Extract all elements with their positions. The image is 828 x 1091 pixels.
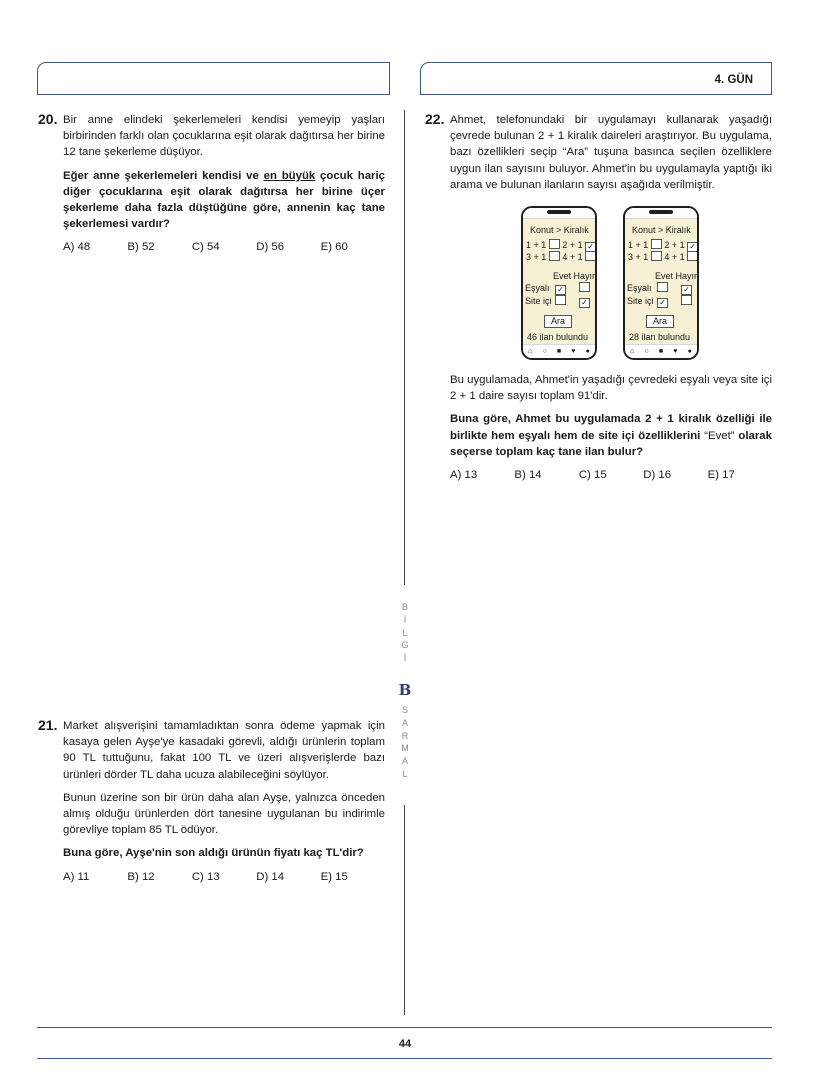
footer-line-top (37, 1027, 772, 1028)
checkbox-1-1[interactable] (549, 239, 560, 249)
header-box-left (37, 62, 390, 95)
brand-vertical-top: B İ L G İ (401, 602, 409, 664)
answer-options (63, 239, 385, 255)
home-icon[interactable]: ⌂ (630, 347, 635, 355)
phone-notch (625, 208, 697, 219)
footer-line-bottom (37, 1058, 772, 1059)
question-number: 21. (38, 717, 58, 733)
question-number: 22. (425, 111, 445, 127)
question-text: Bunun üzerine son bir ürün daha alan Ayşe, yalnızca önceden almış olduğu ürünlerden dört tanesine uygulanan bu indirimle görevliye toplam 85 TL ödüyor. (63, 791, 385, 837)
question-prompt: Eğer anne şekerlemeleri kendisi ve en büyük çocuk hariç diğer çocuklarına eşit olarak dağıtırsa her birine üçer şekerleme daha fazla düştüğüne göre, annenin kaç tane şekerlemesi vardır? (63, 169, 385, 231)
site-evet-checkbox[interactable] (555, 295, 566, 305)
header-box-right (420, 62, 772, 95)
column-divider-bottom (404, 805, 405, 1015)
checkbox-3-1[interactable] (549, 251, 560, 261)
checkbox-3-1[interactable] (651, 251, 662, 261)
esyali-evet-checkbox[interactable] (657, 282, 668, 292)
phone-title: Konut > Kiralık (632, 225, 691, 235)
option-d[interactable]: D) 56 (256, 241, 285, 254)
question-text: Bir anne elindeki şekerlemeleri kendisi yemeyip yaşları birbirinden farklı olan çocuklarına eşit olarak dağıtırsa her birine 12 tane şekerleme düşüyor. (63, 114, 385, 159)
option-a[interactable]: A) 48 (63, 241, 91, 254)
home-icon[interactable]: ⌂ (528, 347, 533, 355)
site-row: Site içi ✓ (627, 295, 692, 308)
heart-icon[interactable]: ♥ (571, 347, 576, 355)
option-c[interactable]: C) 54 (191, 241, 220, 254)
phone-search-1 (521, 206, 597, 360)
result-text: 28 ilan bulundu (629, 332, 691, 342)
question-number: 20. (38, 111, 58, 127)
phone-search-2 (623, 206, 699, 360)
question-text: Market alışverişini tamamladıktan sonra ödeme yapmak için kasaya gelen Ayşe'ye kasadaki görevli, aldığı ürünlerin toplam 90 TL tuttuğunu, fakat 100 TL ve üzeri alışverişlerde bazı ürünleri dörder TL daha ucuza alabileceğini söylüyor. (63, 720, 385, 781)
question-text: Bu uygulamada, Ahmet'in yaşadığı çevredeki eşyalı veya site içi 2 + 1 daire sayısı toplam 91'dir. (450, 374, 772, 403)
question-text: Ahmet, telefonundaki bir uygulamayı kullanarak yaşadığı çevrede bulunan 2 + 1 kiralık daireleri araştırıyor. Bu uygulama, bazı özellikleri seçip “Ara” tuşuna basınca seçilen özelliklere uygun ilan sayısını buluyor. Ahmet'in bu uygulamayla yaptığı iki arama ve bulunan ilanların sayısı aşağıda verilmiştir. (450, 114, 772, 191)
answer-options (450, 467, 772, 483)
checkbox-2-1[interactable]: ✓ (585, 242, 596, 252)
site-evet-checkbox[interactable]: ✓ (657, 298, 668, 308)
option-d[interactable]: D) 14 (256, 870, 285, 883)
dot-icon[interactable]: ● (585, 347, 590, 355)
search-icon[interactable]: ○ (542, 347, 547, 355)
heart-icon[interactable]: ♥ (673, 347, 678, 355)
phone-nav-bar (625, 344, 697, 358)
site-hayir-checkbox[interactable]: ✓ (579, 298, 590, 308)
option-e[interactable]: E) 17 (707, 468, 735, 481)
checkbox-2-1[interactable]: ✓ (687, 242, 698, 252)
question-prompt: Buna göre, Ayşe'nin son aldığı ürünün fiyatı kaç TL'dir? (63, 847, 364, 860)
checkbox-4-1[interactable] (687, 251, 698, 261)
option-a[interactable]: A) 11 (63, 870, 90, 883)
option-c[interactable]: C) 13 (191, 870, 220, 883)
esyali-hayir-checkbox[interactable] (579, 282, 590, 292)
checkbox-1-1[interactable] (651, 239, 662, 249)
question-21 (38, 717, 385, 885)
phone-nav-bar (523, 344, 595, 358)
option-b[interactable]: B) 14 (514, 468, 542, 481)
brand-logo-icon: B (398, 681, 412, 699)
page-number: 44 (398, 1038, 412, 1050)
site-hayir-checkbox[interactable] (681, 295, 692, 305)
option-a[interactable]: A) 13 (450, 468, 478, 481)
column-divider-top (404, 110, 405, 585)
phone-title: Konut > Kiralık (530, 225, 589, 235)
option-b[interactable]: B) 12 (127, 870, 155, 883)
search-button[interactable]: Ara (646, 315, 674, 328)
day-label: 4. GÜN (714, 74, 753, 86)
room-row-2: 3 + 1 4 + 1 (628, 251, 698, 264)
room-row-1: 1 + 1 2 + 1 ✓ (526, 239, 596, 252)
yes-no-header: Evet Hayır (553, 271, 596, 281)
room-row-1: 1 + 1 2 + 1 ✓ (628, 239, 698, 252)
dot-icon[interactable]: ● (687, 347, 692, 355)
checkbox-4-1[interactable] (585, 251, 596, 261)
phone-notch (523, 208, 595, 219)
search-button[interactable]: Ara (544, 315, 572, 328)
esyali-hayir-checkbox[interactable]: ✓ (681, 285, 692, 295)
option-d[interactable]: D) 16 (643, 468, 672, 481)
esyali-row: Eşyalı ✓ (525, 282, 590, 295)
question-22-continued (450, 372, 772, 483)
room-row-2: 3 + 1 4 + 1 (526, 251, 596, 264)
option-c[interactable]: C) 15 (578, 468, 607, 481)
esyali-evet-checkbox[interactable]: ✓ (555, 285, 566, 295)
option-b[interactable]: B) 52 (127, 241, 155, 254)
answer-options (63, 869, 385, 885)
question-20 (38, 111, 385, 256)
yes-no-header: Evet Hayır (655, 271, 698, 281)
result-text: 46 ilan bulundu (527, 332, 589, 342)
question-prompt: Buna göre, Ahmet bu uygulamada 2 + 1 kiralık özelliği ile birlikte hem eşyalı hem de site içi özelliklerini “Evet” olarak seçerse toplam kaç tane ilan bulur? (450, 413, 772, 458)
search-icon[interactable]: ○ (644, 347, 649, 355)
square-icon[interactable]: ■ (658, 347, 664, 355)
option-e[interactable]: E) 15 (320, 870, 348, 883)
site-row: Site içi ✓ (525, 295, 590, 308)
brand-vertical-bottom: S A R M A L (401, 705, 409, 779)
option-e[interactable]: E) 60 (320, 241, 348, 254)
question-22 (425, 111, 772, 200)
esyali-row: Eşyalı ✓ (627, 282, 692, 295)
square-icon[interactable]: ■ (556, 347, 562, 355)
